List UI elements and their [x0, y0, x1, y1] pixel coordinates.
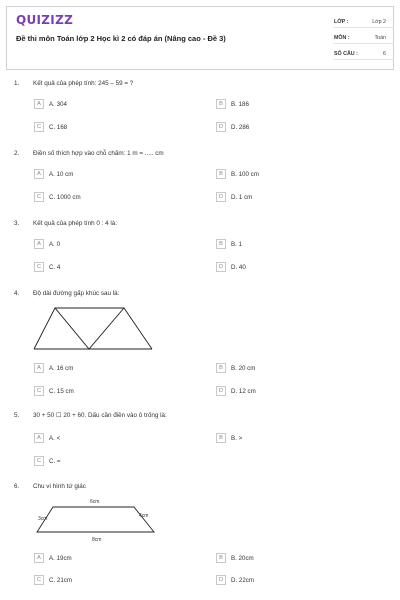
option-text: D. 1 cm [231, 193, 253, 201]
option-text: D. 286 [231, 123, 250, 131]
question-text: Chu vi hình tứ giác [33, 483, 86, 490]
label-right: 4cm [139, 513, 149, 519]
option-letter-box: A [34, 433, 44, 443]
option-letter-box: C [34, 575, 44, 585]
option-text: C. = [49, 457, 61, 465]
option-text: B. 1 [231, 240, 243, 248]
option-letter-box: B [216, 433, 226, 443]
option-letter-box: C [34, 122, 44, 132]
option-letter-box: B [216, 169, 226, 179]
label-top: 6cm [90, 499, 100, 505]
meta-value: Lớp 2 [372, 19, 386, 25]
option-text: C. 4 [49, 263, 61, 271]
meta-label: LỚP : [334, 19, 349, 25]
option-letter-box: D [216, 122, 226, 132]
option-letter-box: D [216, 575, 226, 585]
option-letter-box: C [34, 386, 44, 396]
option-letter-box: B [216, 239, 226, 249]
option-text: B. 20cm [231, 554, 254, 562]
meta-value: 6 [383, 51, 386, 57]
option-text: A. < [49, 434, 61, 442]
option-text: A. 0 [49, 240, 61, 248]
option-text: B. > [231, 434, 243, 442]
option-text: C. 1000 cm [49, 193, 81, 201]
option-text: C. 21cm [49, 576, 73, 584]
option-letter-box: C [34, 262, 44, 272]
question-number: 6. [14, 483, 20, 490]
question-text: Độ dài đường gấp khúc sau là: [33, 290, 120, 297]
question-text: Kết quả của phép tính: 245 – 59 = ? [33, 80, 134, 87]
question-number: 4. [14, 290, 20, 297]
worksheet-header [6, 6, 394, 70]
option-letter-box: D [216, 192, 226, 202]
option-letter-box: B [216, 99, 226, 109]
option-text: A. 16 cm [49, 364, 74, 372]
option-text: C. 15 cm [49, 387, 74, 395]
question-number: 5. [14, 412, 20, 419]
label-bottom: 8cm [92, 537, 102, 543]
label-left: 3cm [38, 516, 48, 522]
option-letter-box: A [34, 169, 44, 179]
option-letter-box: D [216, 262, 226, 272]
option-text: D. 22cm [231, 576, 255, 584]
option-text: A. 19cm [49, 554, 72, 562]
quizizz-logo: QUIZIZZ [16, 13, 74, 27]
trapezoid-shape [37, 507, 154, 532]
meta-grade [334, 16, 394, 28]
meta-label: SỐ CÂU : [334, 51, 358, 57]
question-number: 1. [14, 80, 20, 87]
option-letter-box: A [34, 99, 44, 109]
option-letter-box: A [34, 239, 44, 249]
option-letter-box: D [216, 386, 226, 396]
option-letter-box: A [34, 553, 44, 563]
question-text: Kết quả của phép tính 0 : 4 là: [33, 220, 118, 227]
option-text: B. 186 [231, 100, 249, 108]
option-text: D. 40 [231, 263, 246, 271]
meta-question-count [334, 48, 394, 60]
question-text: Điền số thích hợp vào chỗ chấm: 1 m = ..... cm [33, 150, 164, 157]
option-letter-box: C [34, 192, 44, 202]
question-text: 30 + 50 ☐ 20 + 60. Dấu cần điền vào ô trống là: [33, 412, 167, 419]
meta-label: MÔN : [334, 35, 350, 41]
option-text: A. 304 [49, 100, 67, 108]
option-text: B. 20 cm [231, 364, 256, 372]
option-text: A. 10 cm [49, 170, 74, 178]
option-letter-box: C [34, 456, 44, 466]
worksheet-title: Đề thi môn Toán lớp 2 Học kì 2 có đáp án (Nâng cao - Đề 3) [16, 34, 226, 43]
meta-subject [334, 32, 394, 44]
question-number: 3. [14, 220, 20, 227]
meta-value: Toán [374, 35, 386, 41]
zigzag-line [34, 308, 152, 349]
option-letter-box: B [216, 363, 226, 373]
option-letter-box: B [216, 553, 226, 563]
question-number: 2. [14, 150, 20, 157]
option-text: C. 168 [49, 123, 68, 131]
option-letter-box: A [34, 363, 44, 373]
option-text: B. 100 cm [231, 170, 259, 178]
option-text: D. 12 cm [231, 387, 256, 395]
